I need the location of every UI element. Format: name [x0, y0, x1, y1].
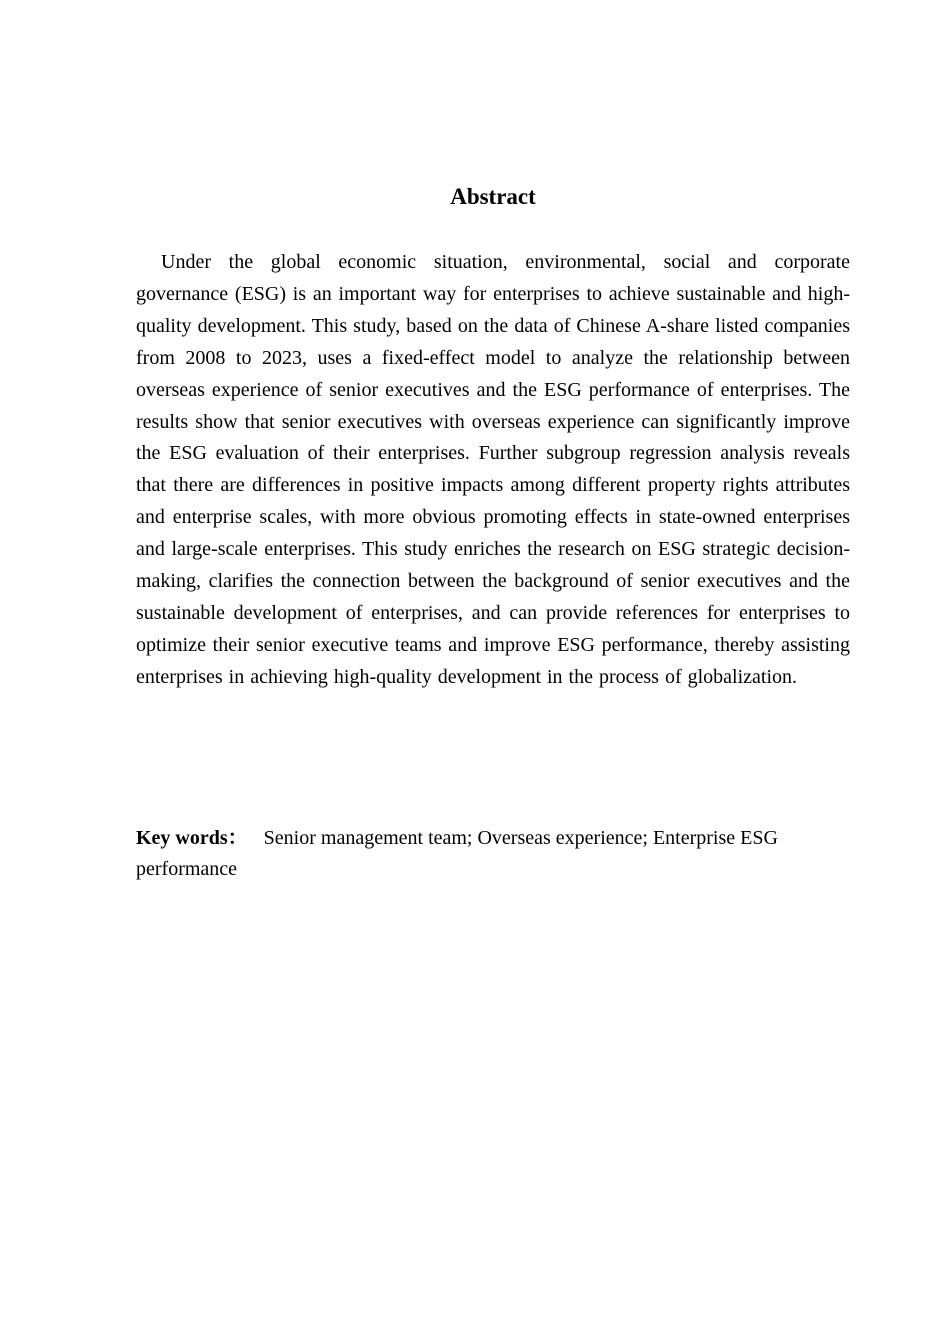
- abstract-body: Under the global economic situation, environmental, social and corporate governance (ESG) is an important way for enterprises to achieve sustainable and high-quality development. This study, based on the data of Chinese A-share listed companies from 2008 to 2023, uses a fixed-effect model to analyze the relationship between overseas experience of senior executives and the ESG performance of enterprises. The results show that senior executives with overseas experience can significantly improve the ESG evaluation of their enterprises. Further subgroup regression analysis reveals that there are differences in positive impacts among different property rights attributes and enterprise scales, with more obvious promoting effects in state-owned enterprises and large-scale enterprises. This study enriches the research on ESG strategic decision-making, clarifies the connection between the background of senior executives and the sustainable development of enterprises, and can provide references for enterprises to optimize their senior executive teams and improve ESG performance, thereby assisting enterprises in achieving high-quality development in the process of globalization.: [136, 251, 850, 688]
- keywords-separator: ：: [227, 827, 248, 849]
- abstract-title: Abstract: [450, 184, 536, 209]
- keywords-line: [136, 823, 850, 885]
- keywords-value: Senior management team; Overseas experience; Enterprise ESG performance: [136, 827, 778, 880]
- keywords-label: Key words: [136, 827, 228, 849]
